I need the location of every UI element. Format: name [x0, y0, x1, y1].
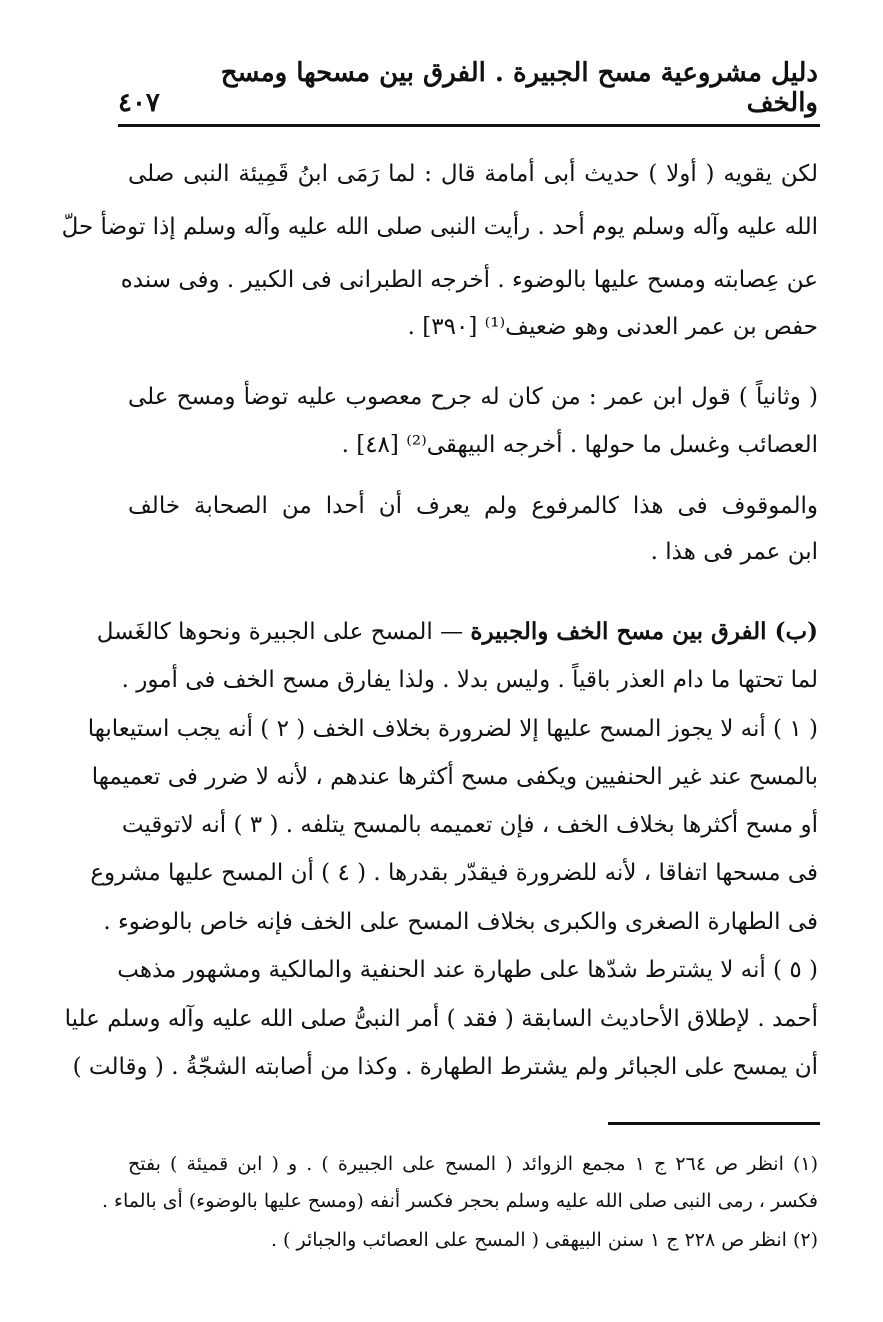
footnote-rule [608, 1122, 820, 1125]
running-header-title: دليل مشروعية مسح الجبيرة . الفرق بين مسحها ومسح والخف [220, 58, 818, 118]
text-line: ( وثانياً ) قول ابن عمر : من كان له جرح معصوب عليه توضأ ومسح على [128, 384, 818, 410]
text-line: والموقوف فى هذا كالمرفوع ولم يعرف أن أحدا من الصحابة خالف [128, 493, 818, 519]
section-heading: (ب) الفرق بين مسح الخف والجبيرة [470, 618, 818, 645]
text-line: أن يمسح على الجبائر ولم يشترط الطهارة . وكذا من أصابته الشجّةُ . ( وقالت ) [72, 1054, 818, 1080]
text-line: العصائب وغسل ما حولها . أخرجه البيهقى⁽²⁾ [٤٨] . [341, 432, 818, 458]
page-number: ٤٠٧ [118, 88, 160, 118]
heading-line-text: — المسح على الجبيرة ونحوها كالغَسل [96, 619, 464, 645]
running-header [118, 58, 818, 118]
section-heading-line [96, 608, 818, 656]
text-line: ( ٥ ) أنه لا يشترط شدّها على طهارة عند الحنفية والمالكية ومشهور مذهب [117, 957, 818, 983]
footnote-line: (٢) انظر ص ٢٢٨ ج ١ سنن البيهقى ( المسح على العصائب والجبائر ) . [270, 1229, 818, 1251]
text-line: عن عِصابته ومسح عليها بالوضوء . أخرجه الطبرانى فى الكبير . وفى سنده [120, 267, 818, 293]
footnote-line: فكسر ، رمى النبى صلى الله عليه وسلم بحجر فكسر أنفه (ومسح عليها بالوضوء) أى بالماء . [101, 1190, 818, 1212]
text-line: حفص بن عمر العدنى وهو ضعيف⁽¹⁾ [٣٩٠] . [407, 314, 818, 340]
text-line: الله عليه وآله وسلم يوم أحد . رأيت النبى صلى الله عليه وآله وسلم إذا توضأ حلّ [61, 214, 818, 240]
header-rule [118, 124, 820, 127]
text-line: فى الطهارة الصغرى والكبرى بخلاف المسح على الخف فإنه خاص بالوضوء . [103, 909, 818, 935]
text-line: أحمد . لإطلاق الأحاديث السابقة ( فقد ) أمر النبىُّ صلى الله عليه وآله وسلم عليا [64, 1006, 818, 1032]
text-line: لكن يقويه ( أولا ) حديث أبى أمامة قال : لما رَمَى ابنُ قَمِيئة النبى صلى [128, 161, 818, 187]
text-line: لما تحتها ما دام العذر باقياً . وليس بدلا . ولذا يفارق مسح الخف فى أمور . [121, 667, 818, 693]
text-line: بالمسح عند غير الحنفيين ويكفى مسح أكثرها عندهم ، لأنه لا ضرر فى تعميمها [91, 764, 818, 790]
text-line: ( ١ ) أنه لا يجوز المسح عليها إلا لضرورة بخلاف الخف ( ٢ ) أنه يجب استيعابها [87, 716, 818, 742]
text-line: ابن عمر فى هذا . [650, 539, 818, 565]
text-line: أو مسح أكثرها بخلاف الخف ، فإن تعميمه بالمسح يتلفه . ( ٣ ) أنه لاتوقيت [121, 812, 818, 838]
text-line: فى مسحها اتفاقا ، لأنه للضرورة فيقدّر بقدرها . ( ٤ ) أن المسح عليها مشروع [90, 860, 818, 886]
footnote-line: (١) انظر ص ٢٦٤ ج ١ مجمع الزوائد ( المسح على الجبيرة ) . و ( ابن قميئة ) بفتح [128, 1153, 818, 1175]
